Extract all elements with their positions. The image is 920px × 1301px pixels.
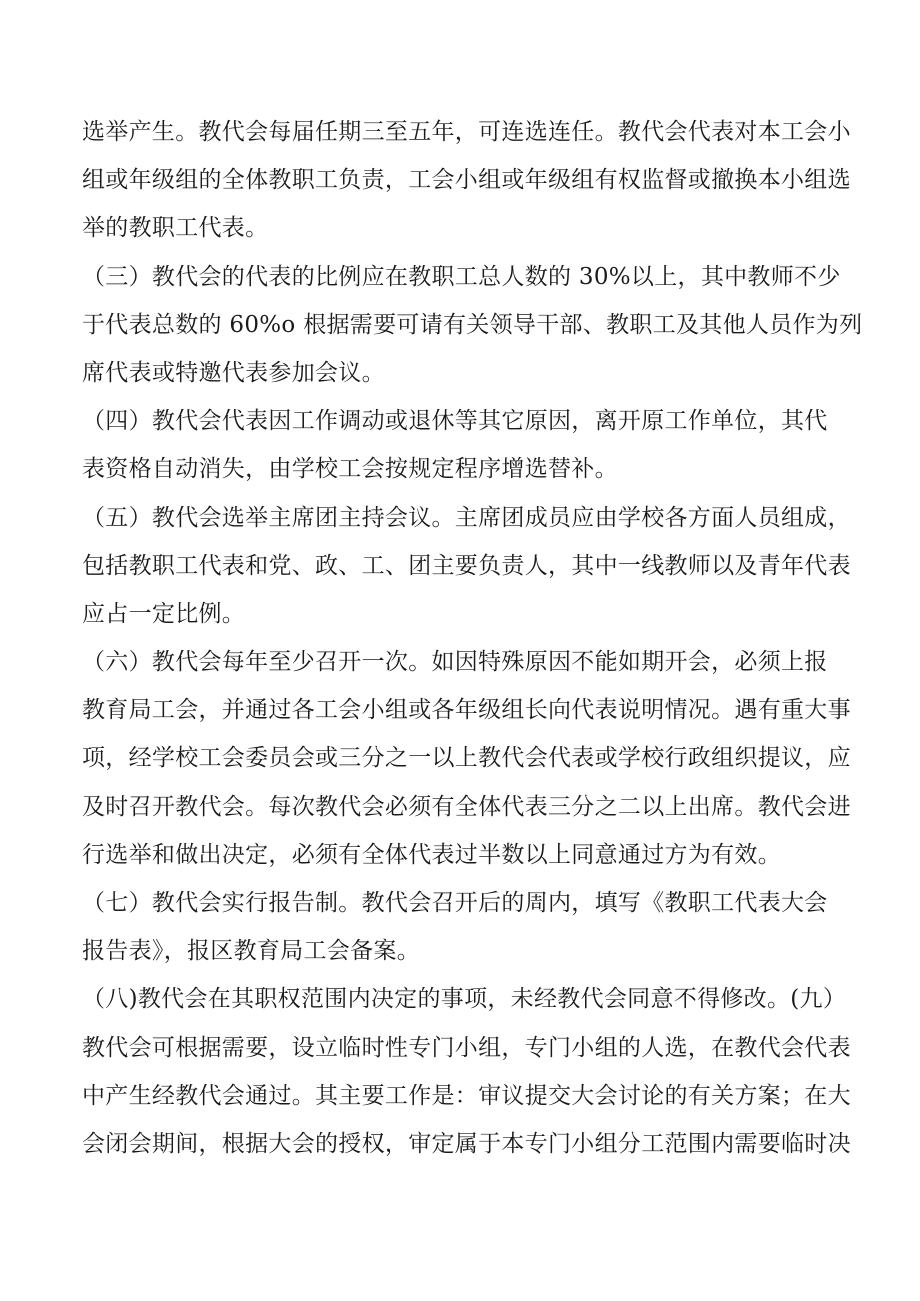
text-line: 会闭会期间，根据大会的授权，审定属于本专门小组分工范围内需要临时决 bbox=[82, 1130, 851, 1157]
text-line: 报告表》，报区教育局工会备案。 bbox=[82, 938, 420, 965]
text-line: 项，经学校工会委员会或三分之一以上教代会代表或学校行政组织提议，应 bbox=[82, 745, 851, 772]
text-line: 中产生经教代会通过。其主要工作是：审议提交大会讨论的有关方案；在大 bbox=[82, 1082, 851, 1109]
document-body bbox=[82, 108, 863, 1168]
text-line: （五）教代会选举主席团主持会议。主席团成员应由学校各方面人员组成， bbox=[82, 504, 851, 531]
text-line: 应占一定比例。 bbox=[82, 600, 246, 627]
text-line: 教育局工会，并通过各工会小组或各年级组长向代表说明情况。遇有重大事 bbox=[82, 697, 851, 724]
text-line: 席代表或特邀代表参加会议。 bbox=[82, 359, 385, 386]
text-line: （七）教代会实行报告制。教代会召开后的周内，填写《教职工代表大会 bbox=[82, 890, 828, 916]
text-line: 举的教职工代表。 bbox=[82, 215, 269, 242]
text-line: （四）教代会代表因工作调动或退休等其它原因，离开原工作单位，其代 bbox=[82, 408, 828, 435]
text-line: 行选举和做出决定，必须有全体代表过半数以上同意通过方为有效。 bbox=[82, 841, 781, 868]
text-line: 表资格自动消失，由学校工会按规定程序增选替补。 bbox=[82, 456, 618, 483]
text-line: 教代会可根据需要，设立临时性专门小组，专门小组的人选，在教代会代表 bbox=[82, 1034, 851, 1061]
text-line: 选举产生。教代会每届任期三至五年，可连选连任。教代会代表对本工会小 bbox=[82, 119, 851, 145]
text-line: 包括教职工代表和党、政、工、团主要负责人，其中一线教师以及青年代表 bbox=[82, 552, 851, 579]
text-line: （六）教代会每年至少召开一次。如因特殊原因不能如期开会，必须上报 bbox=[82, 649, 828, 676]
text-line: （八)教代会在其职权范围内决定的事项，未经教代会同意不得修改。(九） bbox=[82, 986, 847, 1013]
text-line: 组或年级组的全体教职工负责，工会小组或年级组有权监督或撤换本小组选 bbox=[82, 167, 851, 194]
text-line: （三）教代会的代表的比例应在教职工总人数的 30%以上，其中教师不少 bbox=[82, 263, 841, 290]
text-line: 及时召开教代会。每次教代会必须有全体代表三分之二以上出席。教代会进 bbox=[82, 793, 851, 820]
text-line: 于代表总数的 60%o 根据需要可请有关领导干部、教职工及其他人员作为列 bbox=[82, 311, 863, 338]
